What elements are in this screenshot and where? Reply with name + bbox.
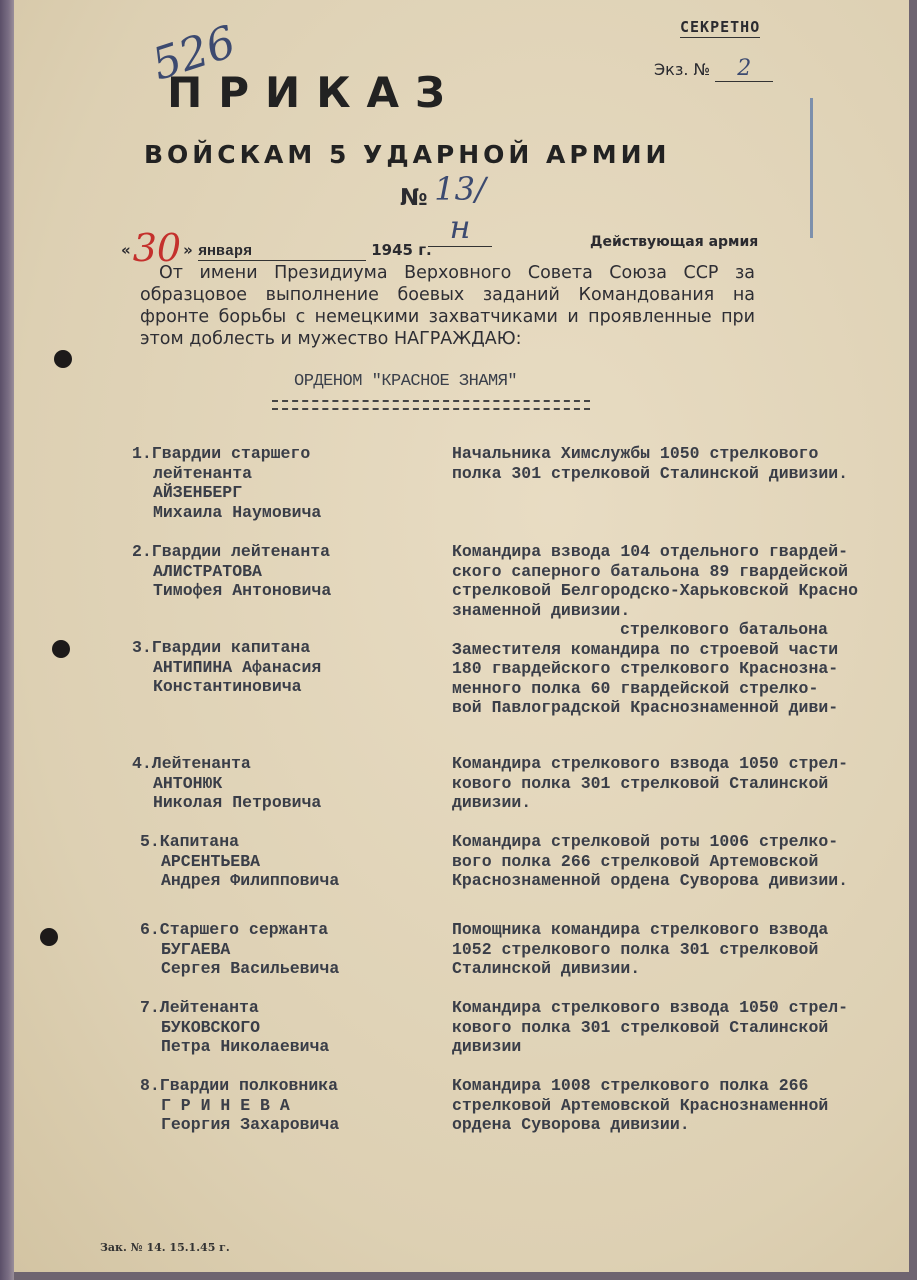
entry-5-position [452,832,909,891]
entry-5-recipient [140,832,450,891]
entry-1-position [452,444,909,483]
entry-line: менного полка 60 гвардейской стрелко- [452,678,819,698]
entry-line: Михаила Наумовича [153,502,322,522]
entry-line: Андрея Филипповича [161,871,340,890]
entry-line: Командира стрелковой роты 1006 стрелко- [452,832,839,851]
entry-line: знаменной дивизии. [452,600,631,620]
date-year: 1945 г. [371,241,432,259]
entry-line: Командира 1008 стрелкового полка 266 [452,1076,809,1095]
page-title: ПРИКАЗ [167,68,461,117]
entry-line: кового полка 301 стрелковой Сталинской [452,773,829,793]
entry-line: БУГАЕВА [161,939,231,959]
entry-line: ского саперного батальона 89 гвардейской [452,561,849,581]
entry-line: Тимофея Антоновича [153,581,332,600]
entry-line: дивизии [452,1037,522,1056]
handwritten-corner-mark: 526 [146,16,242,91]
copy-number-value: 2 [715,56,773,82]
entry-2-recipient [132,542,442,601]
entry-line: АРСЕНТЬЕВА [161,851,261,871]
order-number-value: 13/н [428,170,492,247]
entry-2-position [452,542,909,620]
entry-line: 8.Гвардии полковника [140,1076,339,1095]
entry-line: Константиновича [153,677,302,696]
award-heading: ОРДЕНОМ "КРАСНОЕ ЗНАМЯ" [294,372,518,391]
entry-line: Георгия Захаровича [161,1115,340,1134]
entry-line: 6.Старшего сержанта [140,920,329,939]
entry-line: вой Павлоградской Краснознаменной диви- [452,698,839,717]
entry-line: Краснознаменной ордена Суворова дивизии. [452,871,849,890]
date-month: января [198,243,366,261]
entry-line: Командира взвода 104 отдельного гвардей- [452,542,849,561]
page-subtitle: ВОЙСКАМ 5 УДАРНОЙ АРМИИ [144,140,671,169]
entry-line: 5.Капитана [140,832,240,851]
entry-6-recipient [140,920,450,979]
copy-number [654,56,773,82]
entry-line-insertion: стрелкового батальона [620,620,828,639]
entry-1-recipient [132,444,442,522]
entry-3-recipient [132,638,442,697]
entry-line: стрелковой Белгородско-Харьковской Красно [452,581,858,600]
entry-line: 2.Гвардии лейтенанта [132,542,331,561]
award-heading-underline [272,400,590,410]
entry-line: 180 гвардейского стрелкового Краснозна- [452,659,839,678]
entry-8-recipient [140,1076,450,1135]
date-open-quote: « [121,241,131,259]
entry-line: вого полка 266 стрелковой Артемовской [452,851,819,871]
pencil-mark [810,98,813,238]
entry-line: АЙЗЕНБЕРГ [153,483,243,502]
intro-paragraph: От имени Президиума Верховного Совета Союза ССР за образцовое выполнение боевых заданий Командования на фронте борьбы с немецкими захватчиками и проявленные при этом доблесть и мужество НАГРАЖДАЮ: [140,263,755,349]
entry-line: Петра Николаевича [161,1037,330,1056]
entry-line: ордена Суворова дивизии. [452,1115,690,1134]
entry-line: Сталинской дивизии. [452,959,641,978]
entry-line: Николая Петровича [153,793,322,812]
entry-line: 3.Гвардии капитана [132,638,311,657]
entry-line: БУКОВСКОГО [161,1017,261,1037]
entry-4-recipient [132,754,442,813]
punch-hole [54,350,72,368]
punch-hole [52,640,70,658]
entry-7-recipient [140,998,450,1057]
document-page [14,0,909,1272]
entry-line: Начальника Химслужбы 1050 стрелкового [452,444,819,463]
entry-line: 1052 стрелкового полка 301 стрелковой [452,939,819,959]
entry-line: Сергея Васильевича [161,959,340,978]
entry-line: АЛИСТРАТОВА [153,561,262,581]
entry-line: 1.Гвардии старшего [132,444,311,463]
entry-line: дивизии. [452,793,532,812]
entry-line: 7.Лейтенанта [140,998,259,1017]
entry-6-position [452,920,909,979]
entry-line: лейтенанта [153,463,253,483]
entry-line: Командира стрелкового взвода 1050 стрел- [452,998,849,1017]
entry-line: кового полка 301 стрелковой Сталинской [452,1017,829,1037]
date-close-quote: » [183,241,193,259]
entry-line: АНТИПИНА Афанасия [153,657,322,677]
order-number-label: № [400,185,428,211]
location-label: Действующая армия [590,234,759,250]
punch-hole [40,928,58,946]
binding-edge [0,0,14,1280]
copy-label: Экз. № [654,60,711,79]
entry-line: Заместителя командира по строевой части [452,639,839,659]
secret-stamp: СЕКРЕТНО [680,18,761,36]
print-order-footer: Зак. № 14. 15.1.45 г. [100,1241,230,1254]
entry-line: АНТОНЮК [153,773,223,793]
entry-line: Г Р И Н Е В А [161,1095,290,1115]
entry-3-position [452,620,909,718]
entry-8-position [452,1076,909,1135]
entry-7-position [452,998,909,1057]
entry-4-position [452,754,909,813]
date-day: 30 [132,226,182,270]
entry-line: 4.Лейтенанта [132,754,251,773]
entry-line: полка 301 стрелковой Сталинской дивизии. [452,463,849,483]
entry-line: Помощника командира стрелкового взвода [452,920,829,939]
entry-line: Командира стрелкового взвода 1050 стрел- [452,754,849,773]
entry-line: стрелковой Артемовской Краснознаменной [452,1095,829,1115]
